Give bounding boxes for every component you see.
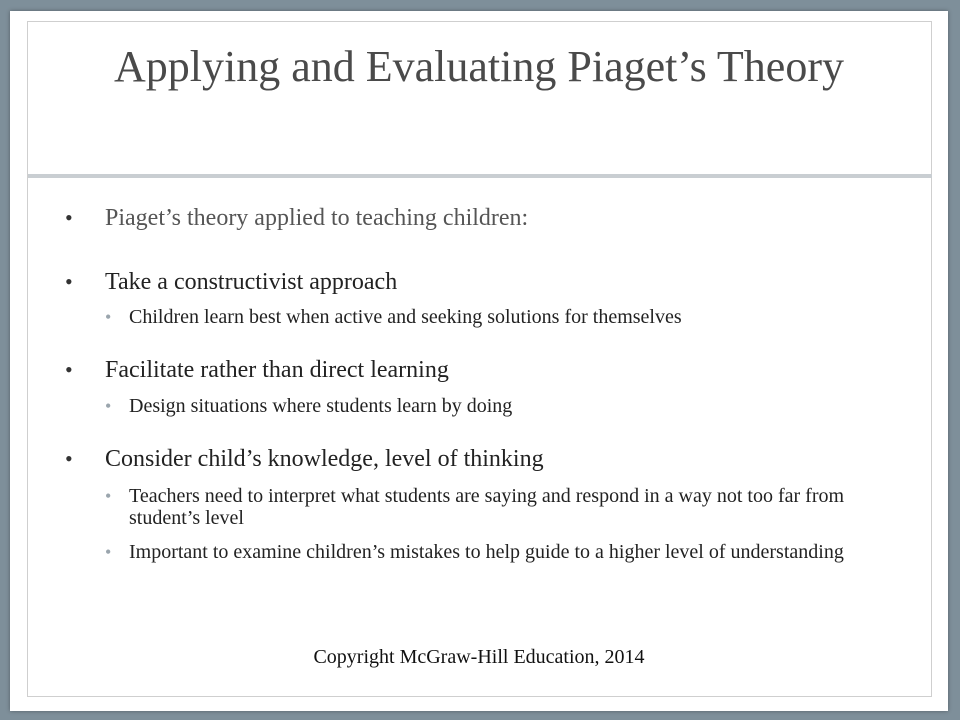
slide-content	[10, 11, 948, 711]
section-heading: • Take a constructivist approach	[65, 269, 398, 295]
sub-bullet-icon: •	[105, 307, 112, 327]
section-heading: • Facilitate rather than direct learning	[65, 357, 449, 383]
slide-frame	[10, 11, 948, 711]
bullet-icon: •	[65, 269, 73, 294]
bullet-icon: •	[65, 205, 73, 230]
section-point: • Children learn best when active and seeking solutions for themselves	[105, 306, 682, 328]
intro-bullet	[65, 204, 529, 232]
slide-title: Applying and Evaluating Piaget’s Theory	[114, 42, 844, 91]
section-heading: • Consider child’s knowledge, level of thinking	[65, 446, 544, 472]
intro-text: Piaget’s theory applied to teaching children:	[105, 205, 529, 231]
section-point: • Teachers need to interpret what students are saying and respond in a way not too far from student’s level	[105, 485, 845, 529]
sub-bullet-icon: •	[105, 486, 112, 506]
section-point: • Important to examine children’s mistakes to help guide to a higher level of understanding	[105, 541, 844, 563]
sub-bullet-icon: •	[105, 542, 112, 562]
sub-bullet-icon: •	[105, 396, 112, 416]
bullet-icon: •	[65, 357, 73, 382]
section-point: • Design situations where students learn by doing	[105, 395, 513, 417]
copyright-notice: Copyright McGraw-Hill Education, 2014	[313, 646, 645, 668]
bullet-icon: •	[65, 446, 73, 471]
